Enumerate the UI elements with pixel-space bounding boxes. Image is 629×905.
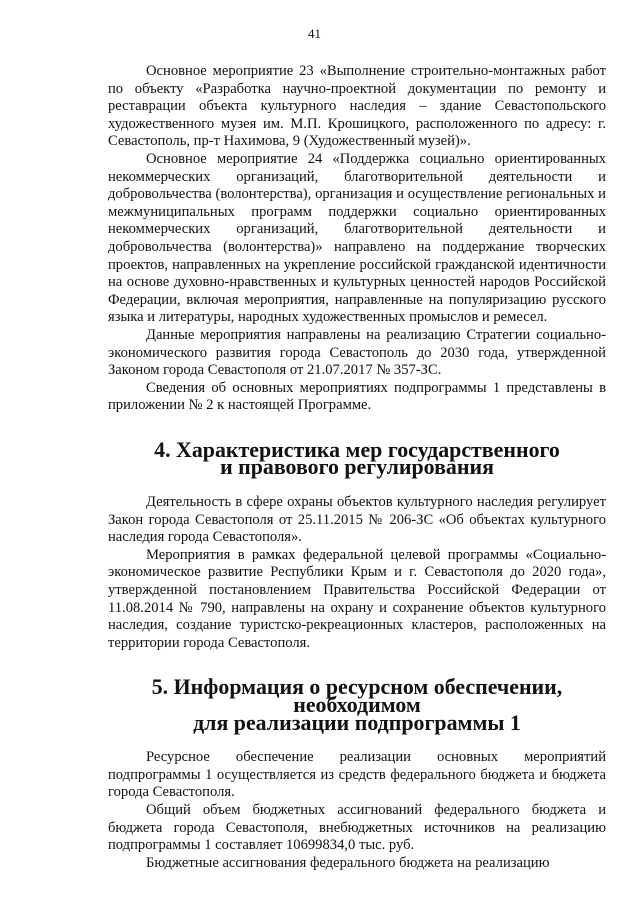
paragraph-federal-program: Мероприятия в рамках федеральной целевой программы «Социально-экономическое развитие Республики Крым и г. Севастополя до 2020 года», утвержденной постановлением Правительства Российской Федерации от 11.08.2014 № 790, направлены на охрану и сохранение объектов культурного наследия, создание туристско-рекреационных кластеров, расположенных на территории города Севастополя.: [108, 546, 606, 651]
paragraph-resource-sources: Ресурсное обеспечение реализации основных мероприятий подпрограммы 1 осуществляется из средств федерального бюджета и бюджета города Севастополя.: [108, 749, 606, 801]
heading-section-5: [108, 674, 606, 735]
paragraph-measure-23: Основное мероприятие 23 «Выполнение строительно-монтажных работ по объекту «Разработка научно-проектной документации по ремонту и реставрации объекта культурного наследия – здание Севастопольского художественного музея им. М.П. Крошицкого, расположенного по адресу: г. Севастополь, пр-т Нахимова, 9 (Художественный музей)».: [108, 63, 606, 150]
heading-section-4-line2: и правового регулирования: [220, 454, 494, 480]
heading-section-4-line1: 4. Характеристика мер государственного: [154, 436, 560, 462]
paragraph-strategy: Данные мероприятия направлены на реализацию Стратегии социально-экономического развития города Севастополь до 2030 года, утвержденной Законом города Севастополя от 21.07.2017 № 357-ЗС.: [108, 326, 606, 379]
paragraph-federal-allocations: Бюджетные ассигнования федерального бюджета на реализацию: [146, 854, 550, 871]
heading-section-4: [108, 436, 606, 480]
paragraph-total-volume: Общий объем бюджетных ассигнований федерального бюджета и бюджета города Севастополя, внебюджетных источников на реализацию подпрограммы 1 составляет 10699834,0 тыс. руб.: [108, 801, 606, 854]
paragraph-appendix-ref: Сведения об основных мероприятиях подпрограммы 1 представлены в приложении № 2 к настоящей Программе.: [108, 379, 606, 414]
section-intro-text: [108, 63, 606, 872]
paragraph-measure-24: Основное мероприятие 24 «Поддержка социально ориентированных некоммерческих организаций, благотворительной деятельности и добровольчества (волонтерства), организация и осуществление региональных и межмуниципальных программ поддержки социально ориентированных некоммерческих организаций, благотворительной деятельности и добровольчества (волонтерства)» направлено на поддержание творческих проектов, направленных на укрепление российской гражданской идентичности на основе духовно-нравственных и культурных ценностей народов Российской Федерации, включая мероприятия, направленные на популяризацию русского языка и литературы, народных художественных промыслов и ремесел.: [108, 150, 606, 326]
heading-section-5-line2: для реализации подпрограммы 1: [193, 709, 521, 735]
paragraph-law: Деятельность в сфере охраны объектов культурного наследия регулирует Закон города Севастополя от 25.11.2015 № 206-ЗС «Об объектах культурного наследия города Севастополя».: [108, 494, 606, 546]
heading-section-5-line1: 5. Информация о ресурсном обеспечении, необходимом: [151, 674, 563, 717]
page-number: 41: [308, 26, 321, 41]
